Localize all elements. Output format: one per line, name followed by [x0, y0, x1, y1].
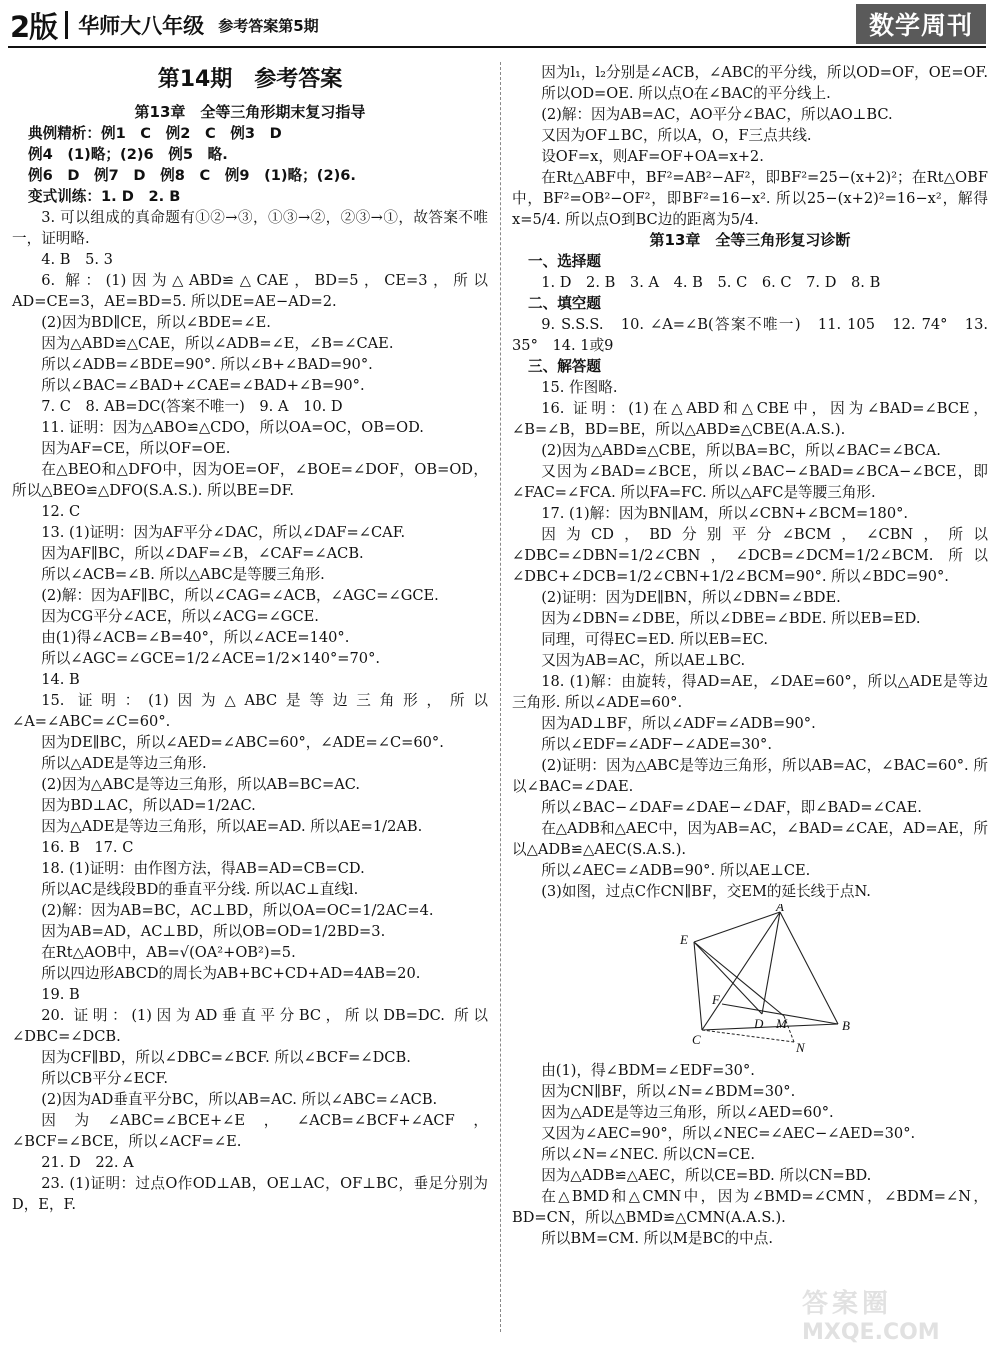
right-column-lower: [512, 1060, 988, 1249]
answer-paragraph: 因为∠ABC=∠BCE+∠E，∠ACB=∠BCF+∠ACF，∠BCF=∠BCE，所以∠ACF=∠E.: [12, 1112, 488, 1150]
answer-paragraph: 所以∠ADB=∠BDE=90°. 所以∠B+∠BAD=90°.: [41, 356, 373, 373]
geometry-figure: [662, 904, 862, 1054]
watermark-logo: [802, 1283, 992, 1343]
answer-paragraph: 因为∠DBN=∠DBE，所以∠DBE=∠BDE. 所以EB=ED.: [541, 610, 921, 627]
header-divider: [65, 11, 68, 39]
answer-paragraph: 7. C 8. AB=DC(答案不唯一) 9. A 10. D: [41, 398, 343, 415]
answer-paragraph: 因为l₁，l₂分别是∠ACB，∠ABC的平分线，所以OD=OF，OE=OF.: [541, 64, 989, 81]
answer-paragraph: 因为AF∥BC，所以∠DAF=∠B，∠CAF=∠ACB.: [41, 545, 364, 562]
answer-paragraph: 因为CN∥BF，所以∠N=∠BDM=30°.: [541, 1083, 796, 1100]
answer-paragraph: (2)证明：因为DE∥BN，所以∠DBN=∠BDE.: [541, 589, 841, 606]
answer-paragraph: 4. B 5. 3: [41, 251, 113, 268]
answer-paragraph: 18. (1)证明：由作图方法，得AB=AD=CB=CD.: [41, 860, 365, 877]
answer-paragraph: 又因为AB=AC，所以AE⊥BC.: [541, 652, 746, 669]
label-A: A: [776, 904, 784, 914]
answer-paragraph: 所以∠BAC−∠DAF=∠DAE−∠DAF，即∠BAD=∠CAE.: [541, 799, 922, 816]
watermark-top-text: 答案圈: [802, 1289, 893, 1319]
answer-paragraph: 因为CF∥BD，所以∠DBC=∠BCF. 所以∠BCF=∠DCB.: [41, 1049, 411, 1066]
answer-paragraph: (2)因为△ABD≌△CBE，所以BA=BC，所以∠BAC=∠BCA.: [541, 442, 941, 459]
section-title: 第13章 全等三角形复习诊断: [649, 231, 851, 249]
header-rule: [8, 46, 986, 48]
label-D: D: [754, 1016, 764, 1031]
segment-EA: [694, 912, 780, 942]
answer-paragraph: 11. 证明：因为△ABO≌△CDO，所以OA=OC，OB=OD.: [41, 419, 424, 436]
answer-paragraph: 所以∠EDF=∠ADF−∠ADE=30°.: [541, 736, 772, 753]
label-N: N: [796, 1040, 805, 1054]
answer-paragraph: 因为AB=AD，AC⊥BD，所以OB=OD=1/2BD=3.: [41, 923, 386, 940]
answer-paragraph: 所以BM=CM. 所以M是BC的中点.: [541, 1230, 773, 1247]
answer-paragraph: 所以∠ACB=∠B. 所以△ABC是等腰三角形.: [41, 566, 325, 583]
answer-paragraph: 又因为OF⊥BC，所以A，O，F三点共线.: [541, 127, 812, 144]
answer-paragraph: (2)因为△ABC是等边三角形，所以AB=BC=AC.: [41, 776, 361, 793]
answer-paragraph: 因为BD⊥AC，所以AD=1/2AC.: [41, 797, 256, 814]
answer-paragraph: 19. B: [41, 986, 80, 1003]
answer-paragraph: (2)证明：因为△ABC是等边三角形，所以AB=AC，∠BAC=60°. 所以∠BAC=∠DAE.: [512, 757, 988, 795]
answer-paragraph: 14. B: [41, 671, 80, 688]
answer-paragraph: 15. 证明：(1)因为△ABC是等边三角形，所以∠A=∠ABC=∠C=60°.: [12, 692, 488, 730]
answer-paragraph: 20. 证明：(1)因为AD垂直平分BC，所以DB=DC. 所以∠DBC=∠DCB.: [12, 1007, 488, 1045]
answer-paragraph: 所以CB平分∠ECF.: [41, 1070, 168, 1087]
answer-paragraph: (2)解：因为AB=BC，AC⊥BD，所以OA=OC=1/2AC=4.: [41, 902, 434, 919]
segment-EC: [694, 942, 702, 1030]
section-heading: 一、选择题: [528, 253, 601, 270]
answer-paragraph: 所以∠AEC=∠ADB=90°. 所以AE⊥CE.: [541, 862, 811, 879]
answer-paragraph: 1. D 2. B 3. A 4. B 5. C 6. C 7. D 8. B: [541, 274, 881, 291]
answer-paragraph: 3. 可以组成的真命题有①②→③，①③→②，②③→①，故答案不唯一，证明略.: [12, 209, 488, 247]
answer-paragraph: 因为AD⊥BF，所以∠ADF=∠ADB=90°.: [541, 715, 816, 732]
answer-paragraph: 又因为∠AEC=90°，所以∠NEC=∠AEC−∠AED=30°.: [541, 1125, 916, 1142]
label-C: C: [692, 1032, 701, 1047]
segment-ED: [694, 942, 762, 1014]
header-left: [10, 6, 319, 44]
answer-paragraph: 21. D 22. A: [41, 1154, 134, 1171]
answer-paragraph: 所以∠N=∠NEC. 所以CN=CE.: [541, 1146, 755, 1163]
answer-paragraph: 在Rt△ABF中，BF²=AB²−AF²，即BF²=25−(x+2)²；在Rt△OBF中，BF²=OB²−OF²，即BF²=16−x². 所以25−(x+2)²=16−x²，解得x=5/4. 所以点O到BC边的距离为5/4.: [512, 169, 988, 228]
page-title: 第14期 参考答案: [157, 67, 343, 92]
answer-paragraph: 所以四边形ABCD的周长为AB+BC+CD+AD=4AB=20.: [41, 965, 421, 982]
answer-paragraph: 9. S.S.S. 10. ∠A=∠B(答案不唯一) 11. 105 12. 74° 13. 35° 14. 1或9: [512, 316, 988, 354]
section-heading: 例6 D 例7 D 例8 C 例9 (1)略；(2)6.: [28, 167, 356, 184]
grade-label: 华师大八年级: [78, 14, 205, 38]
answer-paragraph: 在△BMD和△CMN中，因为∠BMD=∠CMN，∠BDM=∠N，BD=CN，所以△BMD≌△CMN(A.A.S.).: [512, 1188, 988, 1226]
right-column: [512, 62, 988, 1249]
answer-paragraph: (2)因为AD垂直平分BC，所以AB=AC. 所以∠ABC=∠ACB.: [41, 1091, 438, 1108]
section-heading: 例4 (1)略；(2)6 例5 略.: [28, 146, 228, 163]
segment-AB: [780, 912, 838, 1024]
answer-paragraph: 因为△ABD≌△CAE，所以∠ADB=∠E，∠B=∠CAE.: [41, 335, 394, 352]
segment-CN-dashed: [702, 1030, 794, 1042]
answer-paragraph: 所以∠BAC=∠BAD+∠CAE=∠BAD+∠B=90°.: [41, 377, 365, 394]
segment-EM: [694, 942, 784, 1016]
answer-paragraph: 16. B 17. C: [41, 839, 134, 856]
answer-paragraph: 设OF=x，则AF=OF+OA=x+2.: [541, 148, 764, 165]
answer-paragraph: 所以△ADE是等边三角形.: [41, 755, 207, 772]
answer-paragraph: 因为△ADE是等边三角形，所以AE=AD. 所以AE=1/2AB.: [41, 818, 423, 835]
section-heading: 二、填空题: [528, 295, 601, 312]
answer-paragraph: 6. 解：(1)因为△ABD≌△CAE，BD=5，CE=3，所以AD=CE=3，AE=BD=5. 所以DE=AE−AD=2.: [12, 272, 488, 310]
section-heading: 典例精析：例1 C 例2 C 例3 D: [28, 125, 282, 142]
answer-paragraph: 在△BEO和△DFO中，因为OE=OF，∠BOE=∠DOF，OB=OD，所以△BEO≌△DFO(S.A.S.). 所以BE=DF.: [12, 461, 488, 499]
issue-label: 参考答案第5期: [218, 16, 319, 35]
answer-paragraph: 因为DE∥BC，所以∠AED=∠ABC=60°，∠ADE=∠C=60°.: [41, 734, 444, 751]
brand-badge: 数学周刊: [856, 4, 986, 44]
answer-paragraph: 因为CG平分∠ACE，所以∠ACG=∠GCE.: [41, 608, 319, 625]
label-B: B: [842, 1018, 850, 1033]
answer-paragraph: (2)解：因为AF∥BC，所以∠CAG=∠ACB，∠AGC=∠GCE.: [41, 587, 439, 604]
segment-AD: [762, 912, 780, 1014]
answer-paragraph: 同理，可得EC=ED. 所以EB=EC.: [541, 631, 769, 648]
section-heading: 变式训练：1. D 2. B: [28, 188, 181, 205]
right-column-upper: [512, 62, 988, 902]
answer-paragraph: 由(1)得∠ACB=∠B=40°，所以∠ACE=140°.: [41, 629, 350, 646]
left-column: [12, 62, 488, 1215]
section-heading: 三、解答题: [528, 358, 601, 375]
answer-paragraph: 在△ADB和△AEC中，因为AB=AC，∠BAD=∠CAE，AD=AE，所以△ADB≌△AEC(S.A.S.).: [512, 820, 988, 858]
answer-paragraph: 17. (1)解：因为BN∥AM，所以∠CBN+∠BCM=180°.: [541, 505, 909, 522]
answer-paragraph: (3)如图，过点C作CN∥BF，交EM的延长线于点N.: [541, 883, 871, 900]
answer-paragraph: (2)解：因为AB=AC，AO平分∠BAC，所以AO⊥BC.: [541, 106, 893, 123]
answer-paragraph: 因为AF=CE，所以OF=OE.: [41, 440, 231, 457]
answer-paragraph: 因为CD，BD分别平分∠BCM，∠CBN，所以∠DBC=∠DBN=1/2∠CBN，∠DCB=∠DCM=1/2∠BCM. 所以∠DBC+∠DCB=1/2∠CBN+1/2∠BCM=90°. 所以∠BDC=90°.: [512, 526, 988, 585]
edition-label: 2版: [10, 9, 58, 44]
answer-paragraph: 所以AC是线段BD的垂直平分线. 所以AC⊥直线l.: [41, 881, 359, 898]
segment-CB: [702, 1024, 838, 1030]
answer-paragraph: 13. (1)证明：因为AF平分∠DAC，所以∠DAF=∠CAF.: [41, 524, 406, 541]
answer-paragraph: 所以∠AGC=∠GCE=1/2∠ACE=1/2×140°=70°.: [41, 650, 381, 667]
answer-paragraph: 因为△ADB≌△AEC，所以CE=BD. 所以CN=BD.: [541, 1167, 872, 1184]
answer-paragraph: 所以OD=OE. 所以点O在∠BAC的平分线上.: [541, 85, 831, 102]
answer-paragraph: (2)因为BD∥CE，所以∠BDE=∠E.: [41, 314, 271, 331]
page-header: [0, 0, 1000, 50]
answer-paragraph: 18. (1)解：由旋转，得AD=AE，∠DAE=60°，所以△ADE是等边三角形. 所以∠ADE=60°.: [512, 673, 988, 711]
column-divider: [500, 62, 501, 1332]
answer-paragraph: 16. 证明：(1)在△ABD和△CBE中，因为∠BAD=∠BCE，∠B=∠B，BD=BE，所以△ABD≌△CBE(A.A.S.).: [512, 400, 988, 438]
label-M: M: [776, 1016, 787, 1031]
answer-paragraph: 又因为∠BAD=∠BCE，所以∠BAC−∠BAD=∠BCA−∠BCE，即∠FAC=∠FCA. 所以FA=FC. 所以△AFC是等腰三角形.: [512, 463, 988, 501]
watermark-bottom-text: MXQE.COM: [802, 1320, 940, 1345]
answer-paragraph: 因为△ADE是等边三角形，所以∠AED=60°.: [541, 1104, 834, 1121]
answer-paragraph: 15. 作图略.: [541, 379, 618, 396]
label-E: E: [680, 932, 688, 947]
section-title: 第13章 全等三角形期末复习指导: [134, 103, 366, 121]
answer-paragraph: 由(1)，得∠BDM=∠EDF=30°.: [541, 1062, 755, 1079]
answer-paragraph: 23. (1)证明：过点O作OD⊥AB，OE⊥AC，OF⊥BC，垂足分别为D，E，F.: [12, 1175, 488, 1213]
answer-paragraph: 在Rt△AOB中，AB=√(OA²+OB²)=5.: [41, 944, 296, 961]
label-F: F: [712, 992, 720, 1007]
answer-paragraph: 12. C: [41, 503, 81, 520]
